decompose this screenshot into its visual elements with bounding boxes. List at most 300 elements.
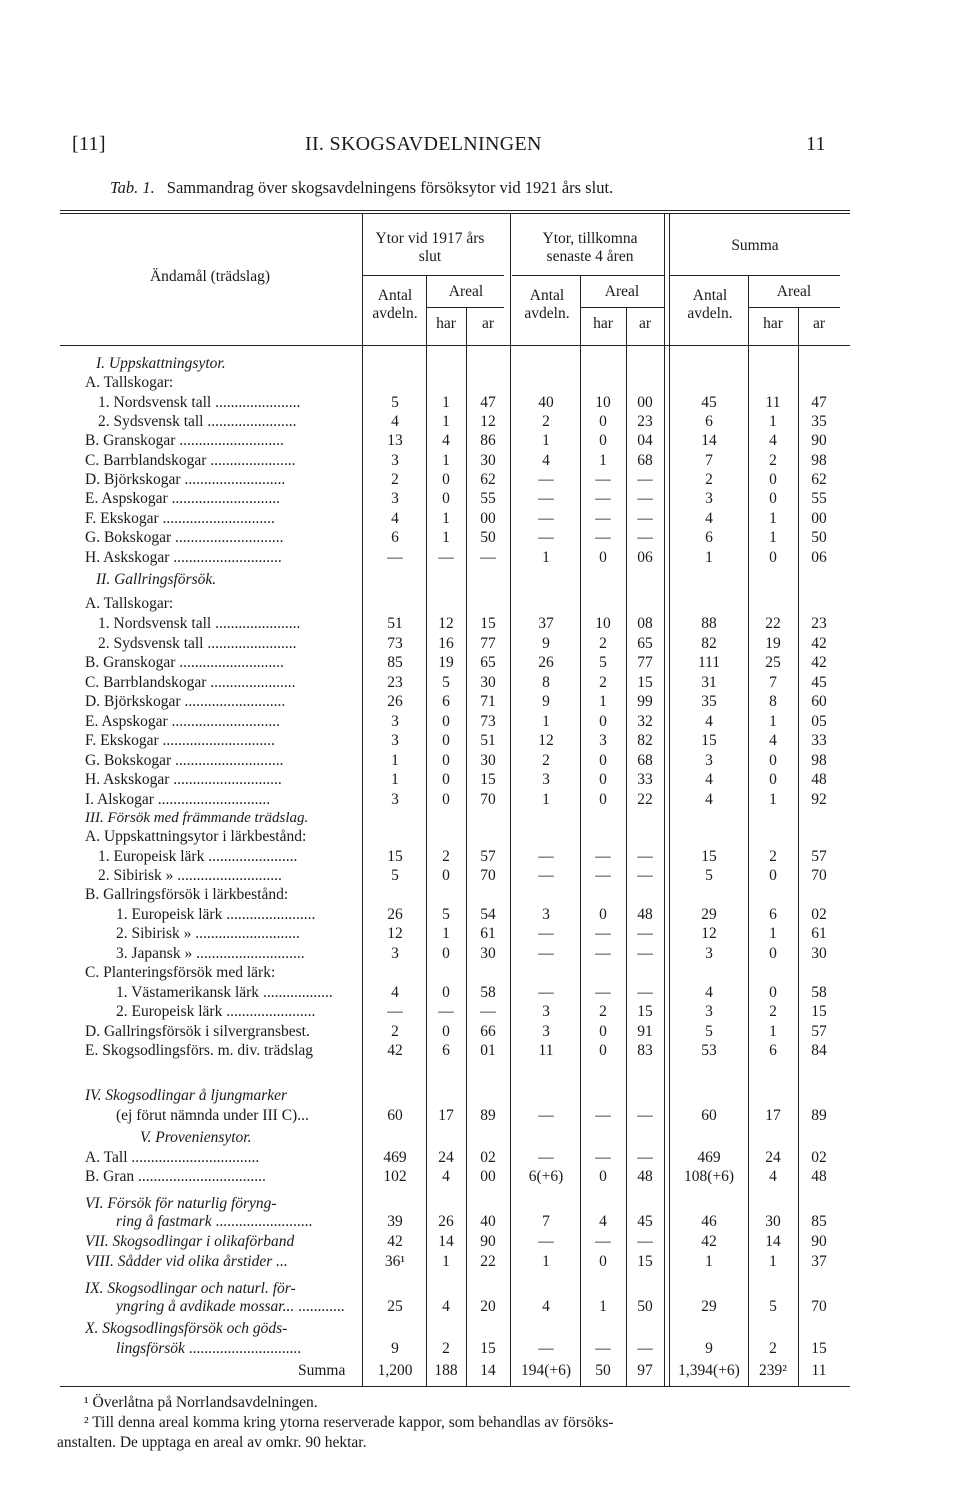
row-label: B. Gran ................................. [85,1168,266,1185]
cell-col-9: 23 [811,615,827,632]
header-count-2: Antal avdeln. [524,287,570,322]
cell-col-6: 91 [637,1023,653,1040]
cell-col-6: 68 [637,452,653,469]
row-label: IX. Skogsodlingar och naturl. för- [85,1280,296,1297]
cell-col-3: 86 [480,432,496,449]
cell-col-6: 68 [637,752,653,769]
cell-col-2: 12 [438,615,454,632]
cell-col-5: 1 [599,693,607,710]
table-row [0,489,960,508]
cell-col-6: 83 [637,1042,653,1059]
table-row [0,1252,960,1271]
header-area-2: Areal [604,283,640,300]
cell-col-2: 0 [442,945,450,962]
header-count-3: Antal avdeln. [687,287,733,322]
cell-col-9: 45 [811,674,827,691]
cell-col-8: 2 [769,848,777,865]
cell-col-9: 50 [811,529,827,546]
leader-dots: .......................... [180,693,286,710]
row-label: 1. Nordsvensk tall ...................... [98,615,301,632]
cell-col-2: 188 [434,1362,458,1379]
table-row [0,470,960,489]
cell-col-5: 0 [599,791,607,808]
cell-col-6: 48 [637,1168,653,1185]
cell-col-8: 24 [765,1149,781,1166]
cell-col-1: 13 [387,432,403,449]
cell-col-3: 73 [480,713,496,730]
cell-col-7: 9 [705,1340,713,1357]
cell-col-5: 4 [599,1213,607,1230]
row-label: D. Gallringsförsök i silvergransbest. [85,1023,310,1040]
cell-col-7: 4 [705,791,713,808]
table-row [0,790,960,809]
cell-col-4: 194(+6) [520,1362,572,1379]
cell-col-2: 0 [442,771,450,788]
cell-col-5: 2 [599,635,607,652]
cell-col-2: 14 [438,1233,454,1250]
cell-col-6: 15 [637,674,653,691]
leader-dots: ........................... [175,654,284,671]
cell-col-6: — [637,867,653,884]
cell-col-4: 1 [542,713,550,730]
cell-col-7: 53 [701,1042,717,1059]
cell-col-1: 469 [383,1149,407,1166]
cell-col-2: 1 [442,529,450,546]
cell-col-2: 19 [438,654,454,671]
footnote-2b: anstalten. De upptaga en areal av omkr. 90 hektar. [57,1434,367,1451]
row-label: X. Skogsodlingsförsök och göds- [85,1320,288,1337]
cell-col-2: 4 [442,1168,450,1185]
cell-col-2: 1 [442,510,450,527]
cell-col-4: — [538,925,554,942]
section-heading-2: II. Gallringsförsök. [96,571,217,588]
cell-col-6: — [637,984,653,1001]
row-label: F. Ekskogar ............................. [85,510,275,527]
leader-dots: .................. [259,984,333,1001]
leader-dots: ............................. [158,510,275,527]
cell-col-1: 6 [391,529,399,546]
cell-col-3: 15 [480,1340,496,1357]
cell-col-6: 65 [637,635,653,652]
cell-col-7: 7 [705,452,713,469]
cell-col-1: 42 [387,1042,403,1059]
cell-col-9: 06 [811,549,827,566]
table-row [0,614,960,633]
table-row [0,548,960,567]
cell-col-8: 1 [769,529,777,546]
row-label: H. Askskogar ............................ [85,549,282,566]
cell-col-2: 4 [442,1298,450,1315]
cell-col-5: — [595,945,611,962]
table-row [0,827,960,846]
cell-col-9: 62 [811,471,827,488]
header-har-1: har [436,315,456,332]
cell-col-4: 40 [538,394,554,411]
cell-col-3: 40 [480,1213,496,1230]
page-number: 11 [806,133,826,155]
row-label: C. Barrblandskogar ...................... [85,674,296,691]
cell-col-9: 37 [811,1253,827,1270]
cell-col-4: 9 [542,635,550,652]
cell-col-6: 23 [637,413,653,430]
cell-col-4: — [538,490,554,507]
leader-dots: ............................. [184,1340,302,1357]
row-label: C. Barrblandskogar ...................... [85,452,296,469]
cell-col-2: 17 [438,1107,454,1124]
cell-col-2: 1 [442,413,450,430]
cell-col-8: 6 [769,906,777,923]
leader-dots: ...................... [206,452,296,469]
cell-col-6: — [637,1107,653,1124]
cell-col-6: — [637,1340,653,1357]
cell-col-5: 1 [599,452,607,469]
cell-col-3: 01 [480,1042,496,1059]
row-label: G. Bokskogar ............................ [85,752,284,769]
cell-col-1: 1 [391,752,399,769]
cell-col-7: 31 [701,674,717,691]
cell-col-7: 46 [701,1213,717,1230]
cell-col-4: — [538,1107,554,1124]
leader-dots: ............................ [171,529,284,546]
cell-col-3: 70 [480,867,496,884]
cell-col-2: 5 [442,674,450,691]
footnote-1: ¹ Överlåtna på Norrlandsavdelningen. [84,1394,318,1411]
cell-col-6: 15 [637,1003,653,1020]
cell-col-6: — [637,490,653,507]
cell-col-7: 3 [705,945,713,962]
cell-col-7: 88 [701,615,717,632]
table-row [0,1148,960,1167]
area-rule-2 [580,307,664,308]
row-label: I. Alskogar ............................. [85,791,271,808]
cell-col-1: 26 [387,906,403,923]
cell-col-1: 4 [391,413,399,430]
cell-col-7: 2 [705,471,713,488]
cell-col-4: 7 [542,1213,550,1230]
leader-dots: ....................... [204,848,298,865]
cell-col-5: — [595,1149,611,1166]
cell-col-9: 48 [811,1168,827,1185]
cell-col-1: 3 [391,713,399,730]
header-group-summa: Summa [731,237,779,254]
cell-col-7: 4 [705,984,713,1001]
cell-col-3: 62 [480,471,496,488]
cell-col-2: 2 [442,848,450,865]
cell-col-5: — [595,1233,611,1250]
cell-col-7: 4 [705,510,713,527]
row-label: IV. Skogsodlingar å ljungmarker [85,1087,288,1104]
cell-col-3: 30 [480,752,496,769]
cell-col-9: 42 [811,654,827,671]
cell-col-5: — [595,529,611,546]
section-heading-3: III. Försök med främmande trädslag. [85,810,309,826]
cell-col-2: 0 [442,713,450,730]
row-label: A. Uppskattningsytor i lärkbestånd: [85,828,307,845]
cell-col-1: 26 [387,693,403,710]
cell-col-8: 1 [769,1023,777,1040]
cell-col-4: — [538,848,554,865]
cell-col-8: 4 [769,432,777,449]
cell-col-6: 15 [637,1253,653,1270]
cell-col-1: 2 [391,471,399,488]
cell-col-1: 42 [387,1233,403,1250]
cell-col-2: 0 [442,490,450,507]
cell-col-3: 15 [480,771,496,788]
table-row [0,393,960,412]
cell-col-9: 90 [811,432,827,449]
table-row [0,528,960,547]
row-label: C. Planteringsförsök med lärk: [85,964,276,981]
cell-col-4: 3 [542,1023,550,1040]
cell-col-1: 9 [391,1340,399,1357]
table-row [0,1212,960,1231]
cell-col-5: 0 [599,713,607,730]
cell-col-6: — [637,1149,653,1166]
cell-col-5: 3 [599,732,607,749]
leader-dots: ...................... [206,674,296,691]
cell-col-5: 2 [599,674,607,691]
cell-col-6: 48 [637,906,653,923]
cell-col-8: 17 [765,1107,781,1124]
cell-col-2: 6 [442,693,450,710]
cell-col-5: — [595,1340,611,1357]
cell-col-8: 0 [769,984,777,1001]
cell-col-8: 0 [769,490,777,507]
cell-col-2: 1 [442,1253,450,1270]
table-row [0,653,960,672]
cell-col-6: — [637,945,653,962]
row-label: 2. Sibirisk » ........................... [98,867,282,884]
cell-col-5: — [595,984,611,1001]
cell-col-4: 1 [542,549,550,566]
row-label: (ej förut nämnda under III C)... [116,1107,309,1124]
row-label: 2. Sibirisk » ........................... [116,925,300,942]
leader-dots: ............................ [167,490,281,507]
cell-col-9: 05 [811,713,827,730]
cell-col-9: 47 [811,394,827,411]
cell-col-6: 04 [637,432,653,449]
cell-col-4: — [538,1233,554,1250]
table-row [0,594,960,613]
cell-col-8: 0 [769,752,777,769]
cell-col-9: 33 [811,732,827,749]
cell-col-3: — [480,549,496,566]
table-row [0,634,960,653]
cell-col-3: 20 [480,1298,496,1315]
cell-col-7: 4 [705,771,713,788]
cell-col-9: 02 [811,1149,827,1166]
cell-col-8: 8 [769,693,777,710]
cell-col-3: 66 [480,1023,496,1040]
cell-col-1: 5 [391,394,399,411]
cell-col-6: 00 [637,394,653,411]
cell-col-3: 02 [480,1149,496,1166]
table-row [0,1339,960,1358]
cell-col-2: 16 [438,635,454,652]
cell-col-3: 77 [480,635,496,652]
table-row [0,1232,960,1251]
cell-col-6: — [637,529,653,546]
row-label: 1. Europeisk lärk ....................... [116,906,316,923]
cell-col-6: 82 [637,732,653,749]
header-har-2: har [593,315,613,332]
row-label: Summa [298,1362,346,1379]
cell-col-4: — [538,867,554,884]
cell-col-7: 35 [701,693,717,710]
table-row [0,983,960,1002]
cell-col-2: 0 [442,791,450,808]
cell-col-8: 22 [765,615,781,632]
cell-col-7: 3 [705,1003,713,1020]
table-row [0,431,960,450]
cell-col-9: 90 [811,1233,827,1250]
cell-col-5: 0 [599,771,607,788]
header-group-1917: Ytor vid 1917 års slut [375,230,485,265]
cell-col-8: 1 [769,510,777,527]
cell-col-4: — [538,510,554,527]
cell-col-9: 84 [811,1042,827,1059]
leader-dots: ...................... [211,394,301,411]
cell-col-8: 30 [765,1213,781,1230]
subheader-rule-1 [362,275,504,276]
leader-dots: .......................... [180,471,286,488]
cell-col-4: — [538,1149,554,1166]
cell-col-1: 1,200 [377,1362,413,1379]
cell-col-1: 15 [387,848,403,865]
table-row [0,885,960,904]
cell-col-3: 90 [480,1233,496,1250]
cell-col-4: 2 [542,752,550,769]
table-row [0,905,960,924]
row-label: A. Tallskogar: [85,595,174,612]
row-label: E. Aspskogar ............................ [85,713,281,730]
leader-dots: ............................ [169,549,282,566]
cell-col-3: 55 [480,490,496,507]
cell-col-1: 3 [391,490,399,507]
cell-col-8: 1 [769,1253,777,1270]
row-label: 1. Västamerikansk lärk .................. [116,984,333,1001]
cell-col-7: 6 [705,529,713,546]
cell-col-4: 3 [542,906,550,923]
row-label: B. Granskogar ........................... [85,654,284,671]
cell-col-8: 1 [769,925,777,942]
cell-col-8: 1 [769,413,777,430]
cell-col-2: 6 [442,1042,450,1059]
cell-col-5: — [595,925,611,942]
cell-col-5: 0 [599,1023,607,1040]
row-label: VII. Skogsodlingar i olikaförband [85,1233,295,1250]
table-row [0,751,960,770]
cell-col-9: 89 [811,1107,827,1124]
cell-col-5: 0 [599,1168,607,1185]
cell-col-1: 3 [391,732,399,749]
table-row [0,1361,960,1380]
table-row [0,373,960,392]
cell-col-5: 10 [595,394,611,411]
cell-col-1: — [387,1003,403,1020]
cell-col-9: 58 [811,984,827,1001]
cell-col-3: 30 [480,452,496,469]
cell-col-1: — [387,549,403,566]
cell-col-2: 4 [442,432,450,449]
cell-col-9: 57 [811,1023,827,1040]
table-top-rule-2 [60,213,850,214]
cell-col-9: 35 [811,413,827,430]
cell-col-1: 1 [391,771,399,788]
table-row [0,451,960,470]
cell-col-8: 239² [759,1362,787,1379]
cell-col-7: 6 [705,413,713,430]
cell-col-8: 0 [769,471,777,488]
cell-col-5: — [595,510,611,527]
table-row [0,1279,960,1298]
row-label: 2. Sydsvensk tall ....................... [98,635,297,652]
table-caption [110,178,613,198]
cell-col-7: 29 [701,906,717,923]
cell-col-4: 3 [542,771,550,788]
section-title: II. SKOGSAVDELNINGEN [305,133,542,155]
cell-col-3: 47 [480,394,496,411]
row-label: F. Ekskogar ............................. [85,732,275,749]
header-har-3: har [763,315,783,332]
leader-dots: ................................. [127,1149,260,1166]
cell-col-5: 1 [599,1298,607,1315]
section-heading-1: I. Uppskattningsytor. [96,355,226,372]
table-row [0,866,960,885]
cell-col-4: — [538,945,554,962]
cell-col-6: 50 [637,1298,653,1315]
cell-col-1: 5 [391,867,399,884]
cell-col-9: 00 [811,510,827,527]
cell-col-6: 08 [637,615,653,632]
cell-col-2: 2 [442,1340,450,1357]
table-ref: Tab. 1. [110,178,155,197]
cell-col-7: 3 [705,752,713,769]
cell-col-5: 0 [599,1042,607,1059]
cell-col-8: 0 [769,549,777,566]
cell-col-7: 15 [701,848,717,865]
cell-col-5: — [595,490,611,507]
leader-dots: ....................... [222,1003,316,1020]
table-row [0,847,960,866]
cell-col-1: 4 [391,510,399,527]
table-row [0,412,960,431]
cell-col-9: 15 [811,1003,827,1020]
table-row [0,509,960,528]
cell-col-9: 15 [811,1340,827,1357]
cell-col-1: 73 [387,635,403,652]
table-row [0,770,960,789]
leader-dots: ....................... [203,413,297,430]
table-row [0,1167,960,1186]
table-row [0,1041,960,1060]
cell-col-7: 4 [705,713,713,730]
cell-col-3: 14 [480,1362,496,1379]
leader-dots: ............................ [169,771,282,788]
table-bottom-rule [60,1386,850,1387]
cell-col-7: 15 [701,732,717,749]
cell-col-4: 4 [542,452,550,469]
cell-col-5: 0 [599,432,607,449]
cell-col-6: 22 [637,791,653,808]
cell-col-1: 4 [391,984,399,1001]
cell-col-9: 85 [811,1213,827,1230]
cell-col-2: 0 [442,471,450,488]
cell-col-4: 6(+6) [528,1168,564,1185]
cell-col-6: 97 [637,1362,653,1379]
leader-dots: ............ [294,1298,345,1315]
cell-col-5: 50 [595,1362,611,1379]
